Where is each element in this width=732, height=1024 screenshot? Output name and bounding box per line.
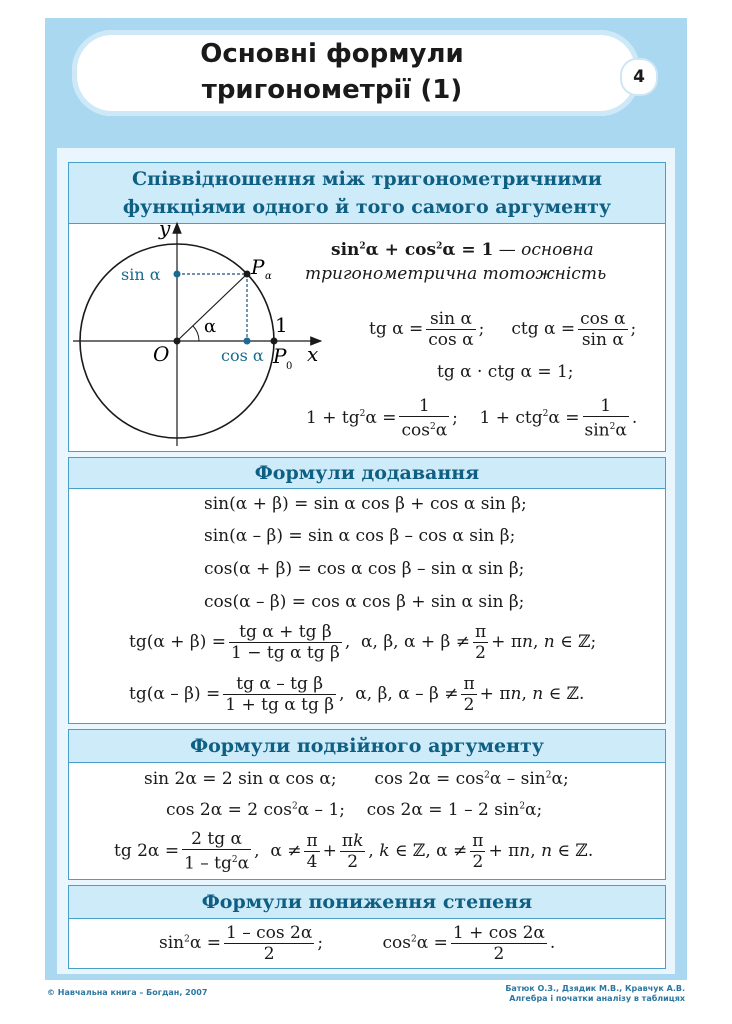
double-angle-tan: tg 2α = $\frac{\text{2 tg α}}{1 - tg^2\alpha}$ , α ≠ $\frac{\pi}{4}$ + $\frac{\pi k}{2}$ , k ∈ ℤ, α ≠ $\frac{\pi}{2}$ + πn, n ∈ ℤ.: [114, 829, 594, 874]
origin-label: O: [153, 342, 170, 366]
title-line-1: Основні формули: [200, 39, 464, 69]
page-title: [72, 36, 592, 108]
addition-formula-3: cos(α + β) = cos α cos β – sin α sin β;: [204, 559, 525, 579]
power-reduction-formulas: $\sin^2\alpha$ = $\frac{1 - \cos 2\alpha}{2}$ ; $\cos^2\alpha$ = $\frac{1 + \cos 2\alpha}{2}$ .: [159, 923, 556, 964]
cos-label: cos α: [221, 346, 264, 365]
p-zero-label: P: [273, 344, 287, 368]
svg-text:α: α: [265, 271, 272, 282]
tan-cot-squares: $1 + tg^2\alpha$ = $\frac{1}{\cos^2\alpha}$ ; 1 + ctg$^2$α = $\frac{1}{\sin^2\alpha}$ .: [306, 396, 638, 441]
section-double-angle: [68, 729, 666, 880]
cos-point: [244, 338, 251, 345]
main-identity: $\sin^2\alpha + \cos^2\alpha = 1$ — основна: [331, 240, 594, 260]
section-double-angle-title: Формули подвійного аргументу: [69, 730, 665, 763]
alpha-label: α: [204, 316, 217, 337]
unit-circle-diagram: [69, 216, 319, 449]
origin-point: [174, 338, 181, 345]
footer-authors: Батюк О.З., Дзядик М.В., Кравчук А.В. Алгебра і початки аналізу в таблицях: [505, 984, 685, 1003]
sin-label: sin α: [121, 265, 161, 284]
one-label: 1: [275, 313, 288, 337]
section-power-reduction-title: Формули пониження степеня: [69, 886, 665, 919]
section-addition-title: Формули додавання: [69, 458, 665, 489]
angle-arc: [193, 326, 199, 341]
section-addition: [68, 457, 666, 724]
y-label: y: [159, 216, 171, 240]
double-angle-line-1: sin 2α = 2 sin α cos α; $\cos 2\alpha = \cos^2\alpha - \sin^2\alpha$;: [144, 769, 569, 789]
addition-formula-4: cos(α – β) = cos α cos β + sin α sin β;: [204, 592, 525, 612]
identity-description: тригонометрична тотожність: [305, 264, 607, 284]
addition-formula-2: sin(α – β) = sin α cos β – cos α sin β;: [204, 526, 516, 546]
p-alpha-label: P: [251, 255, 265, 279]
addition-tan-sum: tg(α + β) = $\frac{\text{tg α + tg β}}{\text{1 − tg α tg β}}$ , α, β, α + β ≠ $\frac{\pi}{2}$ + πn, n ∈ ℤ;: [129, 622, 597, 663]
title-line-2: тригонометрії (1): [201, 75, 463, 105]
footer-copyright: © Навчальна книга – Богдан, 2007: [47, 988, 208, 997]
page-number-badge: 4: [620, 58, 658, 96]
svg-text:0: 0: [286, 361, 293, 372]
tan-cot-product: tg α · ctg α = 1;: [437, 362, 574, 382]
section-power-reduction: [68, 885, 666, 969]
double-angle-line-2: cos 2α = 2 $\cos^2\alpha - 1$; cos 2α = 1 – 2 $\sin^2\alpha$;: [166, 800, 543, 820]
tan-cot-definitions: tg α = $\frac{\text{sin α}}{\text{cos α}}$ ; ctg α = $\frac{\text{cos α}}{\text{sin α}}$ ;: [369, 309, 637, 350]
section-relations: [68, 162, 666, 452]
section-relations-title: Співвідношення між тригонометричними функціями одного й того самого аргументу: [69, 163, 665, 224]
point-p-alpha: [244, 271, 251, 278]
addition-tan-diff: tg(α – β) = $\frac{\text{tg α – tg β}}{\text{1 + tg α tg β}}$ , α, β, α – β ≠ $\frac{\pi}{2}$ + πn, n ∈ ℤ.: [129, 674, 585, 715]
sin-point: [174, 271, 181, 278]
addition-formula-1: sin(α + β) = sin α cos β + cos α sin β;: [204, 494, 527, 514]
x-label: x: [307, 342, 319, 366]
